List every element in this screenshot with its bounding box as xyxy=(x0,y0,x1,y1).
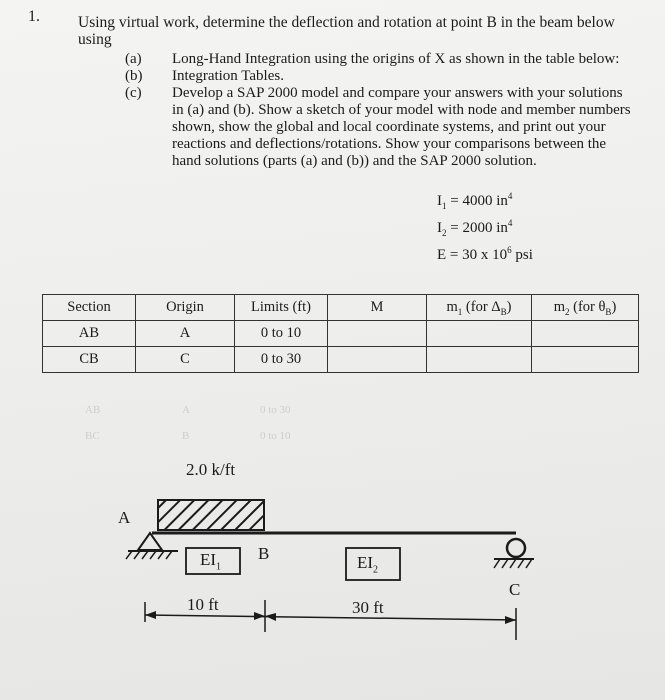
section-properties xyxy=(437,188,533,264)
row-ab-section: AB xyxy=(43,321,136,347)
row-cb-limits: 0 to 30 xyxy=(235,347,328,373)
beam-diagram xyxy=(0,480,665,650)
part-c-letter: (c) xyxy=(125,85,142,101)
ei1-label: $EI_1$ xyxy=(200,550,222,573)
i2-value: = 2000 in xyxy=(450,220,508,236)
ei1-text: EI xyxy=(200,550,217,569)
ghost-section-2: BC xyxy=(85,430,100,442)
header-m2-letter: m xyxy=(553,298,565,315)
i2-line: $I_2 = 2000$ $in^4$ xyxy=(437,218,513,238)
part-a-letter: (a) xyxy=(125,51,142,67)
ei2-label: $EI_2$ xyxy=(357,553,379,576)
header-m1-letter: m xyxy=(446,298,458,315)
row-ab-m1 xyxy=(427,321,532,347)
table-header-row xyxy=(43,295,639,321)
part-a-text: Long-Hand Integration using the origins of X as shown in the table below: xyxy=(172,51,620,67)
table-row xyxy=(43,321,639,347)
row-ab-m2 xyxy=(532,321,639,347)
e-value: = 30 x 10 xyxy=(449,247,508,263)
integration-table xyxy=(42,294,639,373)
dimension-right-label: 30 ft xyxy=(352,598,384,617)
point-a-label: A xyxy=(118,508,131,527)
row-ab-moment xyxy=(328,321,427,347)
roller-support-c xyxy=(494,539,534,568)
distributed-load-label: 2.0 k/ft xyxy=(186,460,236,479)
dimension-left-label: 10 ft xyxy=(187,595,219,614)
header-m2-suffix: (for θ xyxy=(569,298,606,315)
row-cb-section: CB xyxy=(43,347,136,373)
row-ab-limits: 0 to 10 xyxy=(235,321,328,347)
row-cb-m2 xyxy=(532,347,639,373)
distributed-load-block xyxy=(158,500,264,530)
i1-value: = 4000 in xyxy=(450,193,508,209)
ghost-limits-2: 0 to 10 xyxy=(260,430,291,442)
part-c-text: Develop a SAP 2000 model and compare your answers with your solutions in (a) and (b). Show a sketch of your model with node and member numbers shown, show the global and local coordinate systems, and print out your reactions and deflections/rotations. Show your comparisons between the hand solutions (parts (a) and (b)) and the SAP 2000 solution. xyxy=(172,85,631,169)
pin-support-a xyxy=(126,533,178,559)
row-ab-origin: A xyxy=(136,321,235,347)
ghost-origin-2: B xyxy=(182,430,190,442)
header-m1: $m_1$ (for $\Delta_B$) xyxy=(427,295,532,321)
i1-line: $I_1 = 4000$ $in^4$ xyxy=(437,191,513,211)
header-m1-suffix: (for Δ xyxy=(462,298,501,315)
problem-number: 1. xyxy=(28,8,40,25)
row-cb-moment xyxy=(328,347,427,373)
row-cb-m1 xyxy=(427,347,532,373)
point-b-label: B xyxy=(258,544,270,563)
part-b-text: Integration Tables. xyxy=(172,68,284,84)
e-unit: psi xyxy=(511,247,533,263)
header-origin: Origin xyxy=(136,295,235,321)
table-row xyxy=(43,347,639,373)
header-section: Section xyxy=(43,295,136,321)
e-line: E = 30 x $10^6$ psi xyxy=(437,245,533,263)
ghost-section-1: AB xyxy=(85,404,101,416)
header-moment: M xyxy=(328,295,427,321)
header-m2: $m_2$ (for $\theta_B$) xyxy=(532,295,639,321)
ei2-text: EI xyxy=(357,553,374,572)
ghost-origin-1: A xyxy=(182,404,190,416)
part-b-letter: (b) xyxy=(125,68,143,84)
problem-prompt: Using virtual work, determine the deflection and rotation at point B in the beam below using xyxy=(78,14,615,48)
header-limits: Limits (ft) xyxy=(235,295,328,321)
row-cb-origin: C xyxy=(136,347,235,373)
ghost-limits-1: 0 to 30 xyxy=(260,404,291,416)
point-c-label: C xyxy=(509,580,521,599)
